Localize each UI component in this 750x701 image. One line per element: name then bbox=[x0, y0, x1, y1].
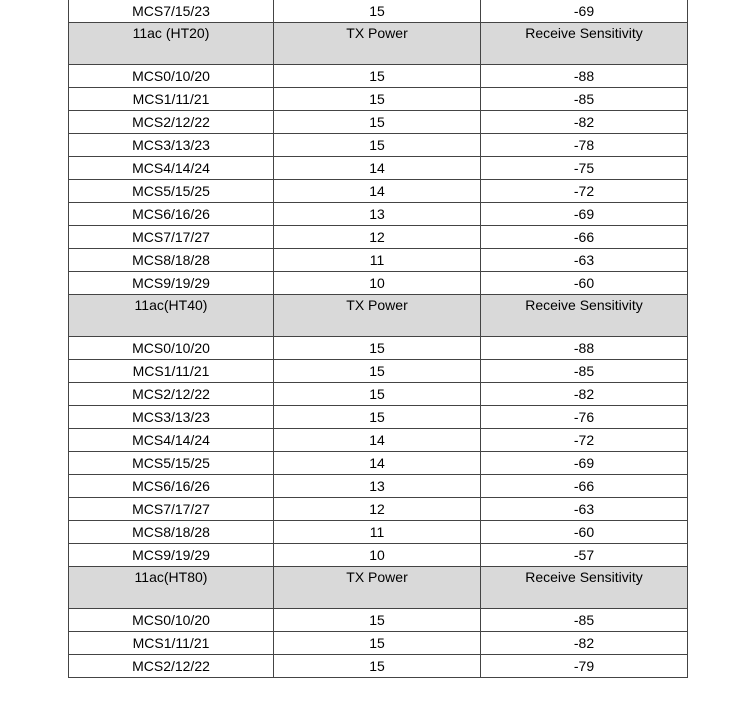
tx-power-header-cell: TX Power bbox=[274, 295, 481, 337]
receive-sensitivity-cell: -76 bbox=[481, 406, 688, 429]
receive-sensitivity-cell: -69 bbox=[481, 203, 688, 226]
receive-sensitivity-cell: -72 bbox=[481, 180, 688, 203]
table-row bbox=[69, 544, 688, 567]
receive-sensitivity-cell: -72 bbox=[481, 429, 688, 452]
tx-power-cell: 15 bbox=[274, 609, 481, 632]
mcs-index-cell: MCS0/10/20 bbox=[69, 337, 274, 360]
tx-power-header-cell: TX Power bbox=[274, 23, 481, 65]
table-row bbox=[69, 383, 688, 406]
receive-sensitivity-cell: -88 bbox=[481, 337, 688, 360]
receive-sensitivity-cell: -66 bbox=[481, 475, 688, 498]
receive-sensitivity-cell: -75 bbox=[481, 157, 688, 180]
tx-power-cell: 13 bbox=[274, 475, 481, 498]
mcs-index-cell: MCS6/16/26 bbox=[69, 475, 274, 498]
table-row bbox=[69, 360, 688, 383]
section-header-row bbox=[69, 567, 688, 609]
tx-power-cell: 14 bbox=[274, 429, 481, 452]
mcs-index-cell: MCS2/12/22 bbox=[69, 111, 274, 134]
table-row bbox=[69, 203, 688, 226]
receive-sensitivity-cell: -60 bbox=[481, 521, 688, 544]
receive-sensitivity-cell: -85 bbox=[481, 88, 688, 111]
tx-power-cell: 12 bbox=[274, 498, 481, 521]
table-row bbox=[69, 0, 688, 23]
mcs-index-cell: MCS4/14/24 bbox=[69, 429, 274, 452]
section-header-row bbox=[69, 23, 688, 65]
table-row bbox=[69, 609, 688, 632]
mcs-index-cell: MCS7/15/23 bbox=[69, 0, 274, 23]
mcs-index-cell: MCS4/14/24 bbox=[69, 157, 274, 180]
mcs-index-cell: MCS5/15/25 bbox=[69, 180, 274, 203]
tx-power-cell: 10 bbox=[274, 272, 481, 295]
mcs-index-cell: MCS1/11/21 bbox=[69, 88, 274, 111]
mcs-index-cell: MCS7/17/27 bbox=[69, 226, 274, 249]
receive-sensitivity-cell: -88 bbox=[481, 65, 688, 88]
mode-header-cell: 11ac (HT20) bbox=[69, 23, 274, 65]
tx-power-cell: 12 bbox=[274, 226, 481, 249]
table-row bbox=[69, 429, 688, 452]
tx-power-cell: 15 bbox=[274, 88, 481, 111]
spec-table-body bbox=[69, 0, 688, 678]
table-row bbox=[69, 65, 688, 88]
receive-sensitivity-cell: -69 bbox=[481, 452, 688, 475]
tx-power-cell: 14 bbox=[274, 180, 481, 203]
tx-power-cell: 11 bbox=[274, 249, 481, 272]
table-row bbox=[69, 134, 688, 157]
table-row bbox=[69, 655, 688, 678]
table-row bbox=[69, 272, 688, 295]
tx-power-cell: 15 bbox=[274, 0, 481, 23]
tx-power-cell: 10 bbox=[274, 544, 481, 567]
table-row bbox=[69, 249, 688, 272]
mcs-index-cell: MCS6/16/26 bbox=[69, 203, 274, 226]
table-row bbox=[69, 157, 688, 180]
mode-header-cell: 11ac(HT40) bbox=[69, 295, 274, 337]
tx-power-cell: 15 bbox=[274, 632, 481, 655]
tx-power-cell: 15 bbox=[274, 655, 481, 678]
tx-power-cell: 15 bbox=[274, 383, 481, 406]
mcs-index-cell: MCS3/13/23 bbox=[69, 134, 274, 157]
table-row bbox=[69, 180, 688, 203]
receive-sensitivity-cell: -79 bbox=[481, 655, 688, 678]
table-row bbox=[69, 475, 688, 498]
table-row bbox=[69, 88, 688, 111]
mcs-index-cell: MCS8/18/28 bbox=[69, 249, 274, 272]
receive-sensitivity-cell: -82 bbox=[481, 632, 688, 655]
table-row bbox=[69, 337, 688, 360]
mcs-index-cell: MCS5/15/25 bbox=[69, 452, 274, 475]
mcs-index-cell: MCS1/11/21 bbox=[69, 360, 274, 383]
mcs-index-cell: MCS0/10/20 bbox=[69, 609, 274, 632]
tx-power-cell: 15 bbox=[274, 65, 481, 88]
receive-sensitivity-header-cell: Receive Sensitivity bbox=[481, 567, 688, 609]
mcs-index-cell: MCS1/11/21 bbox=[69, 632, 274, 655]
receive-sensitivity-cell: -82 bbox=[481, 111, 688, 134]
receive-sensitivity-cell: -57 bbox=[481, 544, 688, 567]
tx-rx-spec-table bbox=[68, 0, 688, 678]
table-row bbox=[69, 226, 688, 249]
receive-sensitivity-cell: -85 bbox=[481, 360, 688, 383]
mcs-index-cell: MCS3/13/23 bbox=[69, 406, 274, 429]
tx-power-cell: 15 bbox=[274, 406, 481, 429]
receive-sensitivity-cell: -82 bbox=[481, 383, 688, 406]
tx-power-cell: 15 bbox=[274, 360, 481, 383]
mcs-index-cell: MCS0/10/20 bbox=[69, 65, 274, 88]
receive-sensitivity-header-cell: Receive Sensitivity bbox=[481, 295, 688, 337]
receive-sensitivity-cell: -63 bbox=[481, 249, 688, 272]
tx-power-cell: 14 bbox=[274, 157, 481, 180]
section-header-row bbox=[69, 295, 688, 337]
table-row bbox=[69, 111, 688, 134]
receive-sensitivity-cell: -78 bbox=[481, 134, 688, 157]
mcs-index-cell: MCS2/12/22 bbox=[69, 383, 274, 406]
receive-sensitivity-cell: -69 bbox=[481, 0, 688, 23]
receive-sensitivity-cell: -63 bbox=[481, 498, 688, 521]
receive-sensitivity-cell: -60 bbox=[481, 272, 688, 295]
mcs-index-cell: MCS9/19/29 bbox=[69, 544, 274, 567]
receive-sensitivity-cell: -85 bbox=[481, 609, 688, 632]
tx-power-cell: 13 bbox=[274, 203, 481, 226]
table-row bbox=[69, 521, 688, 544]
receive-sensitivity-cell: -66 bbox=[481, 226, 688, 249]
table-row bbox=[69, 452, 688, 475]
tx-power-cell: 14 bbox=[274, 452, 481, 475]
tx-power-cell: 11 bbox=[274, 521, 481, 544]
tx-power-header-cell: TX Power bbox=[274, 567, 481, 609]
tx-power-cell: 15 bbox=[274, 337, 481, 360]
mcs-index-cell: MCS8/18/28 bbox=[69, 521, 274, 544]
table-row bbox=[69, 632, 688, 655]
table-row bbox=[69, 406, 688, 429]
mcs-index-cell: MCS7/17/27 bbox=[69, 498, 274, 521]
receive-sensitivity-header-cell: Receive Sensitivity bbox=[481, 23, 688, 65]
mode-header-cell: 11ac(HT80) bbox=[69, 567, 274, 609]
tx-power-cell: 15 bbox=[274, 134, 481, 157]
mcs-index-cell: MCS9/19/29 bbox=[69, 272, 274, 295]
tx-power-cell: 15 bbox=[274, 111, 481, 134]
mcs-index-cell: MCS2/12/22 bbox=[69, 655, 274, 678]
table-row bbox=[69, 498, 688, 521]
